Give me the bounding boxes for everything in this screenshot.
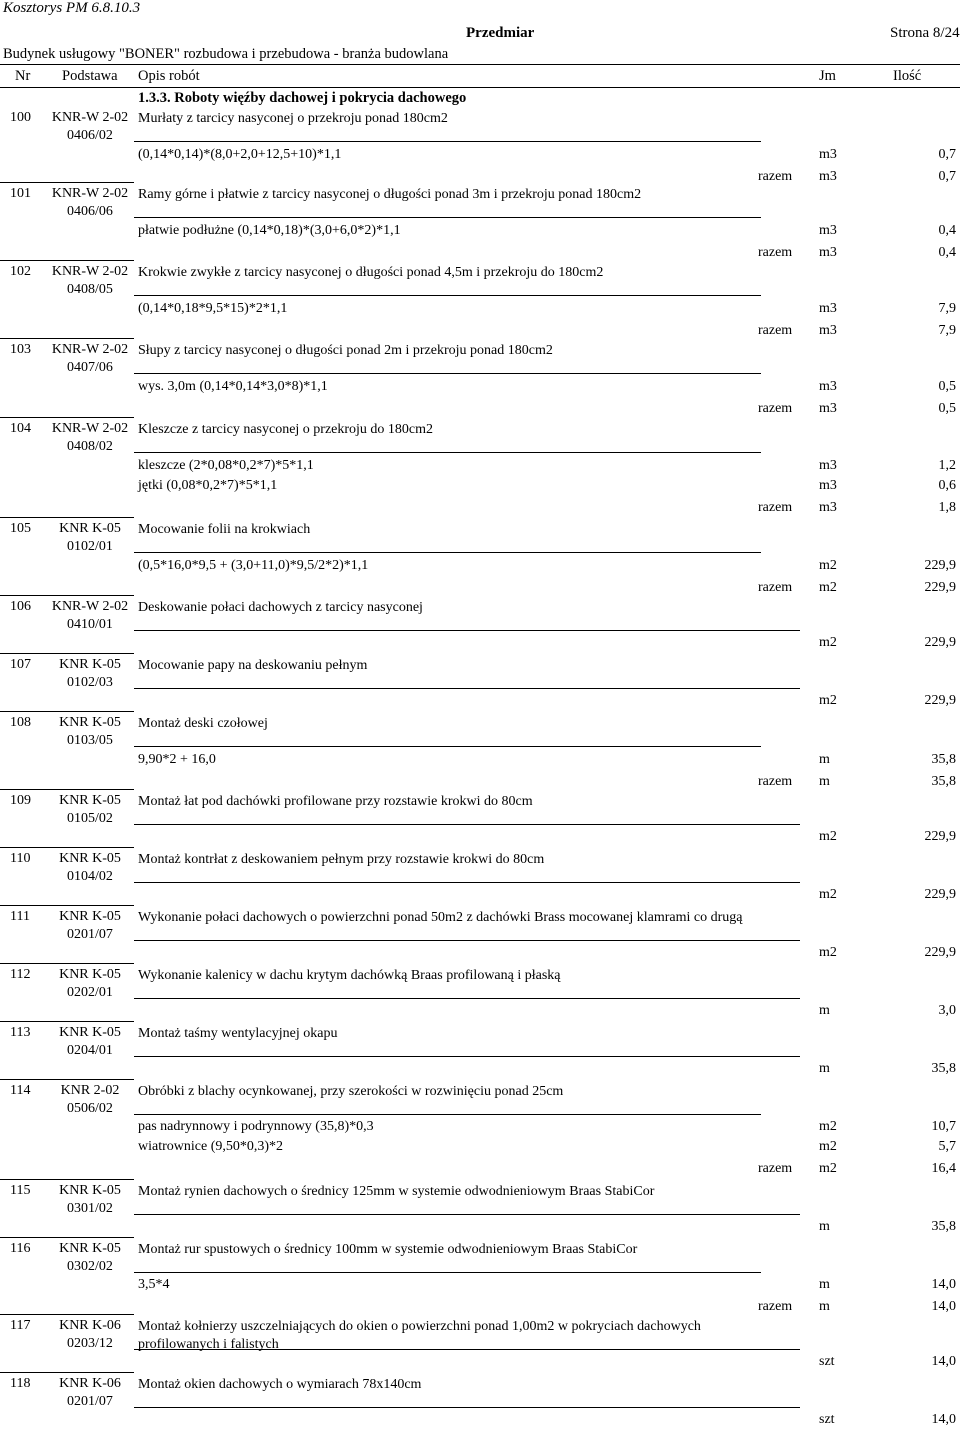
item-description: Murłaty z tarcicy nasyconej o przekroju ponad 180cm2 [138,111,448,126]
column-header-nr: Nr [15,68,31,84]
item-basis-number: 0201/07 [67,927,113,942]
item-basis-number: 0102/03 [67,675,113,690]
measurement-line [0,635,960,655]
quantity-value: 0,5 [938,379,956,394]
item-basis-code: KNR-W 2-02 [51,342,129,357]
item-basis-number: 0410/01 [67,617,113,632]
table-row [0,1083,960,1183]
measurement-line [0,1161,960,1181]
item-basis-code: KNR K-06 [59,1376,121,1391]
unit-value: m3 [819,323,837,338]
measurement-formula: pas nadrynnowy i podrynnowy (35,8)*0,3 [138,1119,374,1134]
quantity-value: 229,9 [924,558,956,573]
quantity-value: 14,0 [931,1277,956,1292]
document-title: Przedmiar [466,25,535,41]
unit-value: m [819,1219,830,1234]
quantity-value: 10,7 [931,1119,956,1134]
quantity-value: 16,4 [931,1161,956,1176]
item-basis-code: KNR K-05 [59,1241,121,1256]
item-description: Montaż łat pod dachówki profilowane przy rozstawie krokwi do 80cm [138,794,533,809]
measurement-formula: (0,14*0,14)*(8,0+2,0+12,5+10)*1,1 [138,147,342,162]
unit-value: m2 [819,1139,837,1154]
column-header-unit: Jm [819,68,836,84]
measurement-line [0,223,960,243]
row-separator [0,1372,134,1373]
item-number: 107 [10,657,31,672]
item-basis-code: KNR-W 2-02 [51,599,129,614]
description-rule [134,295,761,296]
item-basis-code: KNR K-05 [59,793,121,808]
item-basis-code: KNR K-05 [59,967,121,982]
measurement-line [0,693,960,713]
measurement-formula: płatwie podłużne (0,14*0,18)*(3,0+6,0*2)*1,1 [138,223,401,238]
description-rule [134,373,761,374]
table-row [0,421,960,521]
quantity-value: 35,8 [931,1219,956,1234]
measurement-line [0,774,960,794]
measurement-line [0,147,960,167]
item-number: 103 [10,342,31,357]
measurement-formula: (0,5*16,0*9,5 + (3,0+11,0)*9,5/2*2)*1,1 [138,558,369,573]
table-row [0,186,960,264]
unit-value: m2 [819,635,837,650]
item-number: 102 [10,264,31,279]
item-number: 117 [10,1318,31,1333]
table-row [0,1183,960,1241]
description-rule [134,940,800,941]
row-separator [0,789,134,790]
item-number: 113 [10,1025,31,1040]
unit-value: m [819,1277,830,1292]
measurement-line [0,379,960,399]
unit-value: m [819,1061,830,1076]
unit-value: m2 [819,945,837,960]
description-rule [134,824,800,825]
table-row [0,1241,960,1318]
item-basis-code: KNR K-05 [59,851,121,866]
unit-value: m2 [819,1161,837,1176]
table-row [0,264,960,342]
unit-value: m2 [819,887,837,902]
item-basis-number: 0105/02 [67,811,113,826]
row-separator [0,1179,134,1180]
item-description: Montaż kontrłat z deskowaniem pełnym przy rozstawie krokwi do 80cm [138,852,545,867]
measurement-formula: wys. 3,0m (0,14*0,14*3,0*8)*1,1 [138,379,328,394]
item-basis-number: 0406/02 [67,128,113,143]
measurement-line [0,829,960,849]
total-label: razem [758,401,793,416]
measurement-formula: 3,5*4 [138,1277,170,1292]
measurement-line [0,1003,960,1023]
quantity-value: 0,4 [938,245,956,260]
measurement-line [0,1219,960,1239]
item-number: 112 [10,967,31,982]
item-basis-number: 0301/02 [67,1201,113,1216]
quantity-value: 0,5 [938,401,956,416]
table-row [0,793,960,851]
measurement-line [0,1412,960,1432]
item-basis-number: 0408/02 [67,439,113,454]
row-separator [0,963,134,964]
item-description: Montaż taśmy wentylacyjnej okapu [138,1026,338,1041]
item-basis-number: 0102/01 [67,539,113,554]
description-rule [134,1114,761,1115]
row-separator [0,260,134,261]
item-number: 105 [10,521,31,536]
item-description: Wykonanie połaci dachowych o powierzchni ponad 50m2 z dachówki Brass mocowanej klamrami co drugą [138,910,743,925]
quantity-value: 229,9 [924,829,956,844]
measurement-line [0,245,960,265]
measurement-line [0,887,960,907]
unit-value: m2 [819,1119,837,1134]
unit-value: m3 [819,245,837,260]
item-basis-number: 0103/05 [67,733,113,748]
item-description: Mocowanie folii na krokwiach [138,522,311,537]
measurement-line [0,945,960,965]
row-separator [0,711,134,712]
section-title: 1.3.3. Roboty więźby dachowej i pokrycia dachowego [138,90,467,106]
item-basis-code: KNR K-05 [59,1183,121,1198]
measurement-line [0,458,960,478]
unit-value: m3 [819,401,837,416]
table-row [0,1318,960,1376]
item-basis-number: 0203/12 [67,1336,113,1351]
measurement-formula: wiatrownice (9,50*0,3)*2 [138,1139,284,1154]
item-number: 100 [10,110,31,125]
header-bottom-rule [0,87,960,88]
measurement-formula: kleszcze (2*0,08*0,2*7)*5*1,1 [138,458,314,473]
measurement-line [0,478,960,498]
table-row [0,715,960,793]
quantity-value: 3,0 [938,1003,956,1018]
row-separator [0,417,134,418]
quantity-value: 229,9 [924,887,956,902]
item-description: Mocowanie papy na deskowaniu pełnym [138,658,368,673]
measurement-line [0,1354,960,1374]
row-separator [0,1021,134,1022]
item-basis-code: KNR-W 2-02 [51,264,129,279]
row-separator [0,182,134,183]
unit-value: szt [819,1354,835,1369]
unit-value: m2 [819,558,837,573]
unit-value: szt [819,1412,835,1427]
measurement-line [0,580,960,600]
quantity-value: 14,0 [931,1412,956,1427]
item-number: 114 [10,1083,31,1098]
total-label: razem [758,580,793,595]
item-basis-number: 0104/02 [67,869,113,884]
description-rule [134,1272,761,1273]
description-rule [134,1349,800,1350]
total-label: razem [758,500,793,515]
item-number: 106 [10,599,31,614]
item-basis-code: KNR K-05 [59,1025,121,1040]
description-rule [134,630,800,631]
row-separator [0,1237,134,1238]
description-rule [134,688,800,689]
row-separator [0,847,134,848]
total-label: razem [758,1299,793,1314]
description-rule [134,882,800,883]
quantity-value: 229,9 [924,945,956,960]
table-row [0,1025,960,1083]
table-row [0,1376,960,1433]
quantity-value: 35,8 [931,774,956,789]
column-header-basis: Podstawa [62,68,118,84]
item-basis-number: 0201/07 [67,1394,113,1409]
item-basis-number: 0408/05 [67,282,113,297]
measurement-line [0,1061,960,1081]
item-basis-code: KNR K-05 [59,521,121,536]
item-basis-code: KNR K-05 [59,909,121,924]
measurement-formula: (0,14*0,18*9,5*15)*2*1,1 [138,301,288,316]
table-row [0,110,960,186]
quantity-value: 0,7 [938,169,956,184]
item-basis-code: KNR-W 2-02 [51,110,129,125]
table-row [0,909,960,967]
quantity-value: 1,8 [938,500,956,515]
item-number: 101 [10,186,31,201]
item-number: 108 [10,715,31,730]
table-row [0,657,960,715]
column-header-description: Opis robót [138,68,200,84]
item-basis-code: KNR-W 2-02 [51,186,129,201]
measurement-line [0,752,960,772]
item-basis-number: 0407/06 [67,360,113,375]
table-row [0,521,960,599]
item-basis-number: 0302/02 [67,1259,113,1274]
quantity-value: 0,7 [938,147,956,162]
item-basis-number: 0202/01 [67,985,113,1000]
item-description: Krokwie zwykłe z tarcicy nasyconej o długości ponad 4,5m i przekroju do 180cm2 [138,265,604,280]
item-basis-number: 0406/06 [67,204,113,219]
description-rule [134,1056,800,1057]
item-description: Ramy górne i płatwie z tarcicy nasyconej o długości ponad 3m i przekroju ponad 180cm2 [138,187,642,202]
unit-value: m3 [819,223,837,238]
total-label: razem [758,323,793,338]
quantity-value: 229,9 [924,635,956,650]
unit-value: m3 [819,169,837,184]
description-rule [134,452,761,453]
description-rule [134,552,761,553]
item-number: 111 [10,909,30,924]
quantity-value: 7,9 [938,323,956,338]
item-basis-code: KNR K-06 [59,1318,121,1333]
item-description: Deskowanie połaci dachowych z tarcicy nasyconej [138,600,423,615]
row-separator [0,1079,134,1080]
item-basis-code: KNR-W 2-02 [51,421,129,436]
item-basis-code: KNR K-05 [59,657,121,672]
measurement-line [0,323,960,343]
description-rule [134,141,761,142]
total-label: razem [758,245,793,260]
unit-value: m2 [819,580,837,595]
quantity-value: 0,6 [938,478,956,493]
measurement-line [0,1139,960,1159]
unit-value: m2 [819,829,837,844]
item-description: Montaż rynien dachowych o średnicy 125mm w systemie odwodnieniowym Braas StabiCor [138,1184,655,1199]
unit-value: m3 [819,379,837,394]
item-basis-code: KNR K-05 [59,715,121,730]
header-top-rule [0,64,960,65]
item-description: Montaż okien dachowych o wymiarach 78x140cm [138,1377,422,1392]
app-title: Kosztorys PM 6.8.10.3 [3,0,141,16]
description-rule [134,998,800,999]
item-basis-number: 0204/01 [67,1043,113,1058]
quantity-value: 229,9 [924,580,956,595]
item-description: Montaż deski czołowej [138,716,268,731]
item-description: Montaż rur spustowych o średnicy 100mm w systemie odwodnieniowym Braas StabiCor [138,1242,638,1257]
measurement-line [0,558,960,578]
row-separator [0,517,134,518]
page-number: Strona 8/24 [890,25,960,41]
item-number: 116 [10,1241,31,1256]
item-number: 110 [10,851,31,866]
item-number: 104 [10,421,31,436]
quantity-value: 14,0 [931,1299,956,1314]
item-number: 109 [10,793,31,808]
measurement-formula: 9,90*2 + 16,0 [138,752,216,767]
measurement-line [0,1119,960,1139]
quantity-value: 0,4 [938,223,956,238]
project-name: Budynek usługowy "BONER" rozbudowa i przebudowa - branża budowlana [3,46,449,62]
unit-value: m [819,774,830,789]
total-label: razem [758,1161,793,1176]
unit-value: m [819,752,830,767]
row-separator [0,338,134,339]
row-separator [0,653,134,654]
item-number: 115 [10,1183,31,1198]
item-description: Montaż kołnierzy uszczelniających do okien o powierzchni ponad 1,00m2 w pokryciach dachowych profilowanych i falistych [138,1319,701,1352]
item-basis-number: 0506/02 [67,1101,113,1116]
quantity-value: 229,9 [924,693,956,708]
item-description: Wykonanie kalenicy w dachu krytym dachówką Braas profilowaną i płaską [138,968,561,983]
row-separator [0,595,134,596]
table-row [0,967,960,1025]
description-rule [134,217,761,218]
item-description: Obróbki z blachy ocynkowanej, przy szerokości w rozwinięciu ponad 25cm [138,1084,564,1099]
quantity-value: 35,8 [931,1061,956,1076]
table-row [0,851,960,909]
row-separator [0,905,134,906]
description-rule [134,746,761,747]
description-rule [134,1214,800,1215]
measurement-line [0,301,960,321]
unit-value: m3 [819,458,837,473]
unit-value: m3 [819,147,837,162]
measurement-formula: jętki (0,08*0,2*7)*5*1,1 [138,478,278,493]
table-row [0,599,960,657]
unit-value: m3 [819,500,837,515]
unit-value: m [819,1299,830,1314]
item-number: 118 [10,1376,31,1391]
row-separator [0,1314,134,1315]
quantity-value: 7,9 [938,301,956,316]
quantity-value: 35,8 [931,752,956,767]
item-basis-code: KNR 2-02 [60,1083,120,1098]
unit-value: m3 [819,478,837,493]
item-description: Słupy z tarcicy nasyconej o długości ponad 2m i przekroju ponad 180cm2 [138,343,553,358]
item-description: Kleszcze z tarcicy nasyconej o przekroju do 180cm2 [138,422,434,437]
measurement-line [0,401,960,421]
quantity-value: 5,7 [938,1139,956,1154]
description-rule [134,1407,800,1408]
table-row [0,342,960,421]
total-label: razem [758,169,793,184]
unit-value: m [819,1003,830,1018]
total-label: razem [758,774,793,789]
quantity-value: 1,2 [938,458,956,473]
measurement-line [0,1277,960,1297]
measurement-line [0,500,960,520]
quantity-value: 14,0 [931,1354,956,1369]
measurement-line [0,1299,960,1319]
unit-value: m3 [819,301,837,316]
column-header-quantity: Ilość [893,68,922,84]
unit-value: m2 [819,693,837,708]
